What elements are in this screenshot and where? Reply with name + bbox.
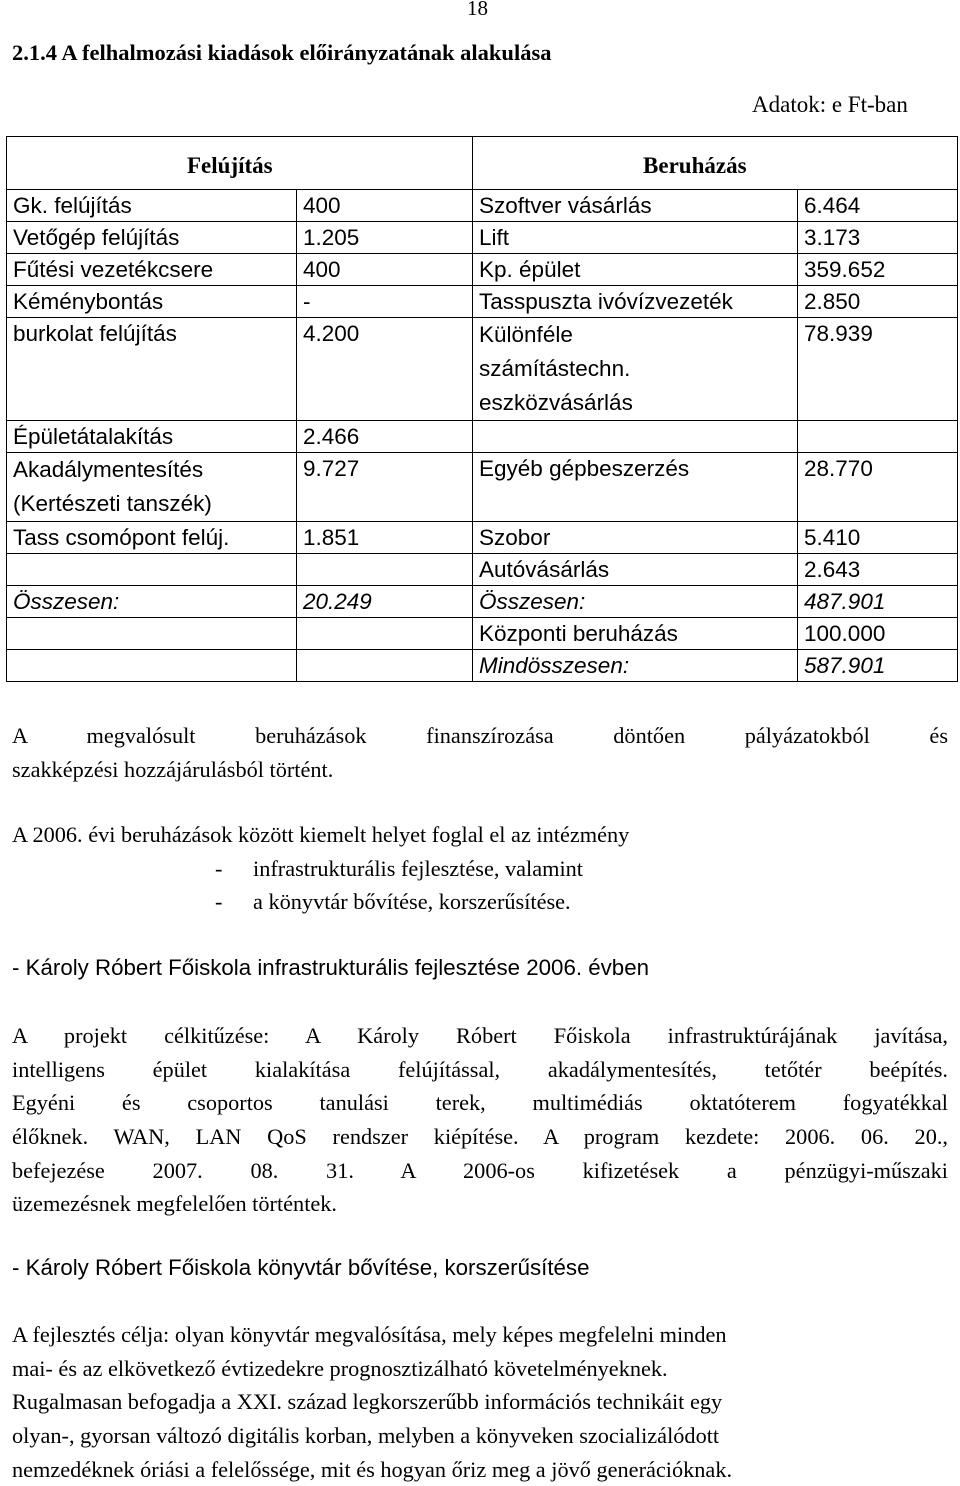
paragraph-line: A 2006. évi beruházások között kiemelt helyet foglal el az intézmény: [12, 822, 630, 847]
right-item-name: Egyéb gépbeszerzés: [473, 453, 798, 522]
grand-total-value: 587.901: [798, 650, 958, 682]
subheading-text: - Károly Róbert Főiskola infrastrukturális fejlesztése 2006. évben: [12, 955, 649, 980]
left-item-value: 1.851: [297, 522, 473, 554]
paragraph-line: élőknek. WAN, LAN QoS rendszer kiépítése. A program kezdete: 2006. 06. 20.,: [12, 1124, 948, 1150]
left-item-value: [297, 650, 473, 682]
left-item-value: 9.727: [297, 453, 473, 522]
left-subtotal-value: 20.249: [297, 586, 473, 618]
left-subtotal-label: Összesen:: [7, 586, 297, 618]
right-item-name: Szoftver vásárlás: [473, 190, 798, 222]
grand-total-label: Mindösszesen:: [473, 650, 798, 682]
bullet-item: [12, 852, 948, 886]
table-row: [7, 421, 958, 453]
right-item-value: 78.939: [798, 318, 958, 421]
left-item-name: Gk. felújítás: [7, 190, 297, 222]
table-row: [7, 222, 958, 254]
left-item-name: burkolat felújítás: [7, 318, 297, 421]
library-paragraph: [12, 1318, 948, 1486]
paragraph-line: Rugalmasan befogadja a XXI. század legkorszerűbb információs technikáit egy: [12, 1389, 723, 1415]
paragraph-line: szakképzési hozzájárulásból történt.: [12, 756, 334, 782]
left-item-value: 2.466: [297, 421, 473, 453]
table-header-row: [7, 137, 958, 190]
financing-paragraph: [12, 719, 948, 786]
right-item-value: 5.410: [798, 522, 958, 554]
left-item-value: 400: [297, 254, 473, 286]
bullet-item: [12, 885, 948, 919]
subheading-text: - Károly Róbert Főiskola könyvtár bővítése, korszerűsítése: [12, 1255, 590, 1280]
right-item-name: [473, 421, 798, 453]
right-item-name: Tasspuszta ivóvízvezeték: [473, 286, 798, 318]
table-row: [7, 453, 958, 522]
left-item-name: Fűtési vezetékcsere: [7, 254, 297, 286]
paragraph-line: mai- és az elkövetkező évtizedekre prognosztizálható követelményeknek.: [12, 1355, 668, 1381]
right-item-value: 100.000: [798, 618, 958, 650]
left-item-value: [297, 554, 473, 586]
section-heading: 2.1.4 A felhalmozási kiadások előirányzatának alakulása: [12, 40, 552, 65]
table-row-subtotal: [7, 586, 958, 618]
right-item-name: Szobor: [473, 522, 798, 554]
bullet-dash: -: [215, 855, 223, 881]
paragraph-line: Egyéni és csoportos tanulási terek, multimédiás oktatóterem fogyatékkal: [12, 1090, 948, 1116]
paragraph-line: intelligens épület kialakítása felújítással, akadálymentesítés, tetőtér beépítés.: [12, 1056, 948, 1082]
table-row: [7, 190, 958, 222]
paragraph-line: befejezése 2007. 08. 31. A 2006-os kifizetések a pénzügyi-műszaki: [12, 1157, 948, 1183]
right-item-name: Központi beruházás: [473, 618, 798, 650]
paragraph-line: nemzedéknek óriási a felelőssége, mit és hogyan őriz meg a jövő generációknak.: [12, 1456, 733, 1482]
right-item-value: 2.643: [798, 554, 958, 586]
paragraph-line: olyan-, gyorsan változó digitális korban, melyben a könyveken szocializálódott: [12, 1423, 720, 1449]
left-item-name: Vetőgép felújítás: [7, 222, 297, 254]
subheading-library: [12, 1251, 948, 1285]
left-item-name: [7, 650, 297, 682]
right-item-name: Kp. épület: [473, 254, 798, 286]
left-item-value: 4.200: [297, 318, 473, 421]
bullet-text: infrastrukturális fejlesztése, valamint: [253, 855, 584, 881]
left-item-name: Tass csomópont felúj.: [7, 522, 297, 554]
right-item-value: 28.770: [798, 453, 958, 522]
right-subtotal-label: Összesen:: [473, 586, 798, 618]
subheading-infrastructure: [12, 951, 948, 985]
bullet-text: a könyvtár bővítése, korszerűsítése.: [253, 889, 571, 915]
bullet-dash: -: [215, 889, 223, 915]
left-item-value: 400: [297, 190, 473, 222]
paragraph-line: A megvalósult beruházások finanszírozása döntően pályázatokból és: [12, 723, 948, 748]
right-item-value: 359.652: [798, 254, 958, 286]
right-item-value: 3.173: [798, 222, 958, 254]
right-subtotal-value: 487.901: [798, 586, 958, 618]
right-item-name: Autóvásárlás: [473, 554, 798, 586]
paragraph-line: üzemezésnek megfelelően történtek.: [12, 1191, 338, 1217]
right-item-value: 2.850: [798, 286, 958, 318]
unit-note: Adatok: e Ft-ban: [752, 92, 908, 117]
capital-expenditure-table: [6, 136, 958, 682]
left-item-name: [7, 618, 297, 650]
table-row: [7, 522, 958, 554]
left-item-value: -: [297, 286, 473, 318]
table-row-grand-total: [7, 650, 958, 682]
table-row: [7, 286, 958, 318]
left-item-value: [297, 618, 473, 650]
highlight-paragraph: [12, 818, 948, 919]
table-row: [7, 618, 958, 650]
right-item-value: [798, 421, 958, 453]
paragraph-line: A fejlesztés célja: olyan könyvtár megvalósítása, mely képes megfelelni minden: [12, 1322, 727, 1347]
header-beruhazas: Beruházás: [473, 137, 958, 190]
right-item-name: Lift: [473, 222, 798, 254]
paragraph-line: A projekt célkitűzése: A Károly Róbert Főiskola infrastruktúrájának javítása,: [12, 1023, 948, 1048]
table-row: [7, 254, 958, 286]
left-item-name: Épületátalakítás: [7, 421, 297, 453]
table-row: [7, 318, 958, 421]
page-number: 18: [467, 0, 488, 20]
table-row: [7, 554, 958, 586]
left-item-name: [7, 554, 297, 586]
left-item-name: Akadálymentesítés (Kertészeti tanszék): [7, 453, 297, 522]
right-item-value: 6.464: [798, 190, 958, 222]
header-felujitas: Felújítás: [7, 137, 473, 190]
project-paragraph: [12, 1019, 948, 1221]
right-item-name: Különféle számítástechn. eszközvásárlás: [473, 318, 798, 421]
left-item-name: Kéménybontás: [7, 286, 297, 318]
left-item-value: 1.205: [297, 222, 473, 254]
